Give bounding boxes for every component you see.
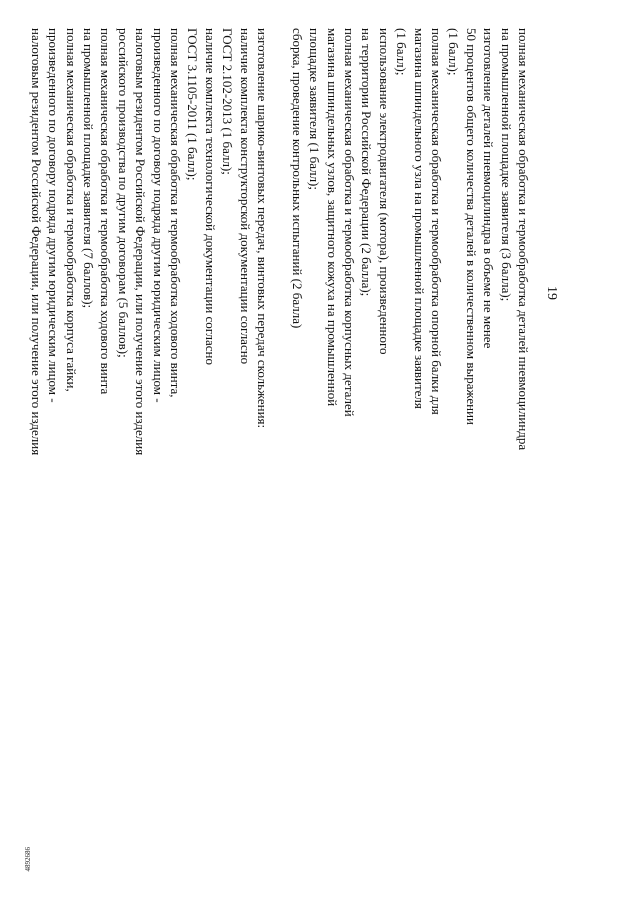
rotated-text-block bbox=[28, 28, 560, 558]
text-line: полная механическая обработка и термообработка корпусных деталей bbox=[342, 28, 357, 417]
text-line: наличие комплекта технологической документации согласно bbox=[202, 28, 218, 365]
document-code: 4892686 bbox=[24, 847, 32, 872]
text-line: ГОСТ 2.102-2013 (1 балл); bbox=[220, 28, 236, 175]
text-line: полная механическая обработка и термообработка ходового винта bbox=[98, 28, 114, 395]
text-line: налоговым резидентом Российской Федерации, или получение этого изделия bbox=[28, 28, 44, 456]
text-line: налоговым резидентом Российской Федерации, или получение этого изделия bbox=[133, 28, 149, 456]
text-line: использование электродвигателя (мотора), произведенного bbox=[376, 28, 392, 355]
text-line: полная механическая обработка и термообработка корпуса гайки, bbox=[63, 28, 79, 392]
text-line: российского производства по другим договорам (5 баллов); bbox=[115, 28, 131, 358]
text-line: полная механическая обработка и термообработка опорной балки для bbox=[429, 28, 444, 415]
text-line: полная механическая обработка и термообработка ходового винта, bbox=[168, 28, 183, 398]
text-line: площадке заявителя (1 балл); bbox=[307, 28, 323, 190]
text-line: изготовление шарико-винтовых передач, винтовых передач скольжения: bbox=[255, 28, 270, 429]
text-line: на территории Российской Федерации (2 балла); bbox=[359, 28, 375, 297]
text-line: (1 балл); bbox=[446, 28, 462, 76]
text-line: 50 процентов общего количества деталей в количественном выражении bbox=[463, 28, 479, 425]
text-line: магазина шпиндельного узла на промышленной площадке заявителя bbox=[411, 28, 427, 409]
text-line: на промышленной площадке заявителя (3 балла); bbox=[498, 28, 514, 302]
text-line: полная механическая обработка и термообработка деталей пневмоцилиндра bbox=[516, 28, 531, 451]
text-line: изготовление деталей пневмоцилиндра в объеме не менее bbox=[481, 28, 497, 349]
page-number: 19 bbox=[544, 286, 559, 300]
text-line: магазина шпиндельных узлов, защитного кожуха на промышленной bbox=[324, 28, 340, 407]
text-line: (1 балл); bbox=[394, 28, 410, 76]
text-line: на промышленной площадке заявителя (7 баллов); bbox=[81, 28, 96, 309]
text-line: ГОСТ 3.1105-2011 (1 балл); bbox=[185, 28, 201, 181]
text-line: наличие комплекта конструкторской документации согласно bbox=[237, 28, 253, 365]
text-line: произведенного по договору подряда другим юридическим лицом - bbox=[46, 28, 62, 403]
text-line: сборка, проведение контрольных испытаний (2 балла) bbox=[289, 28, 305, 329]
text-line: произведенного по договору подряда другим юридическим лицом - bbox=[150, 28, 166, 403]
